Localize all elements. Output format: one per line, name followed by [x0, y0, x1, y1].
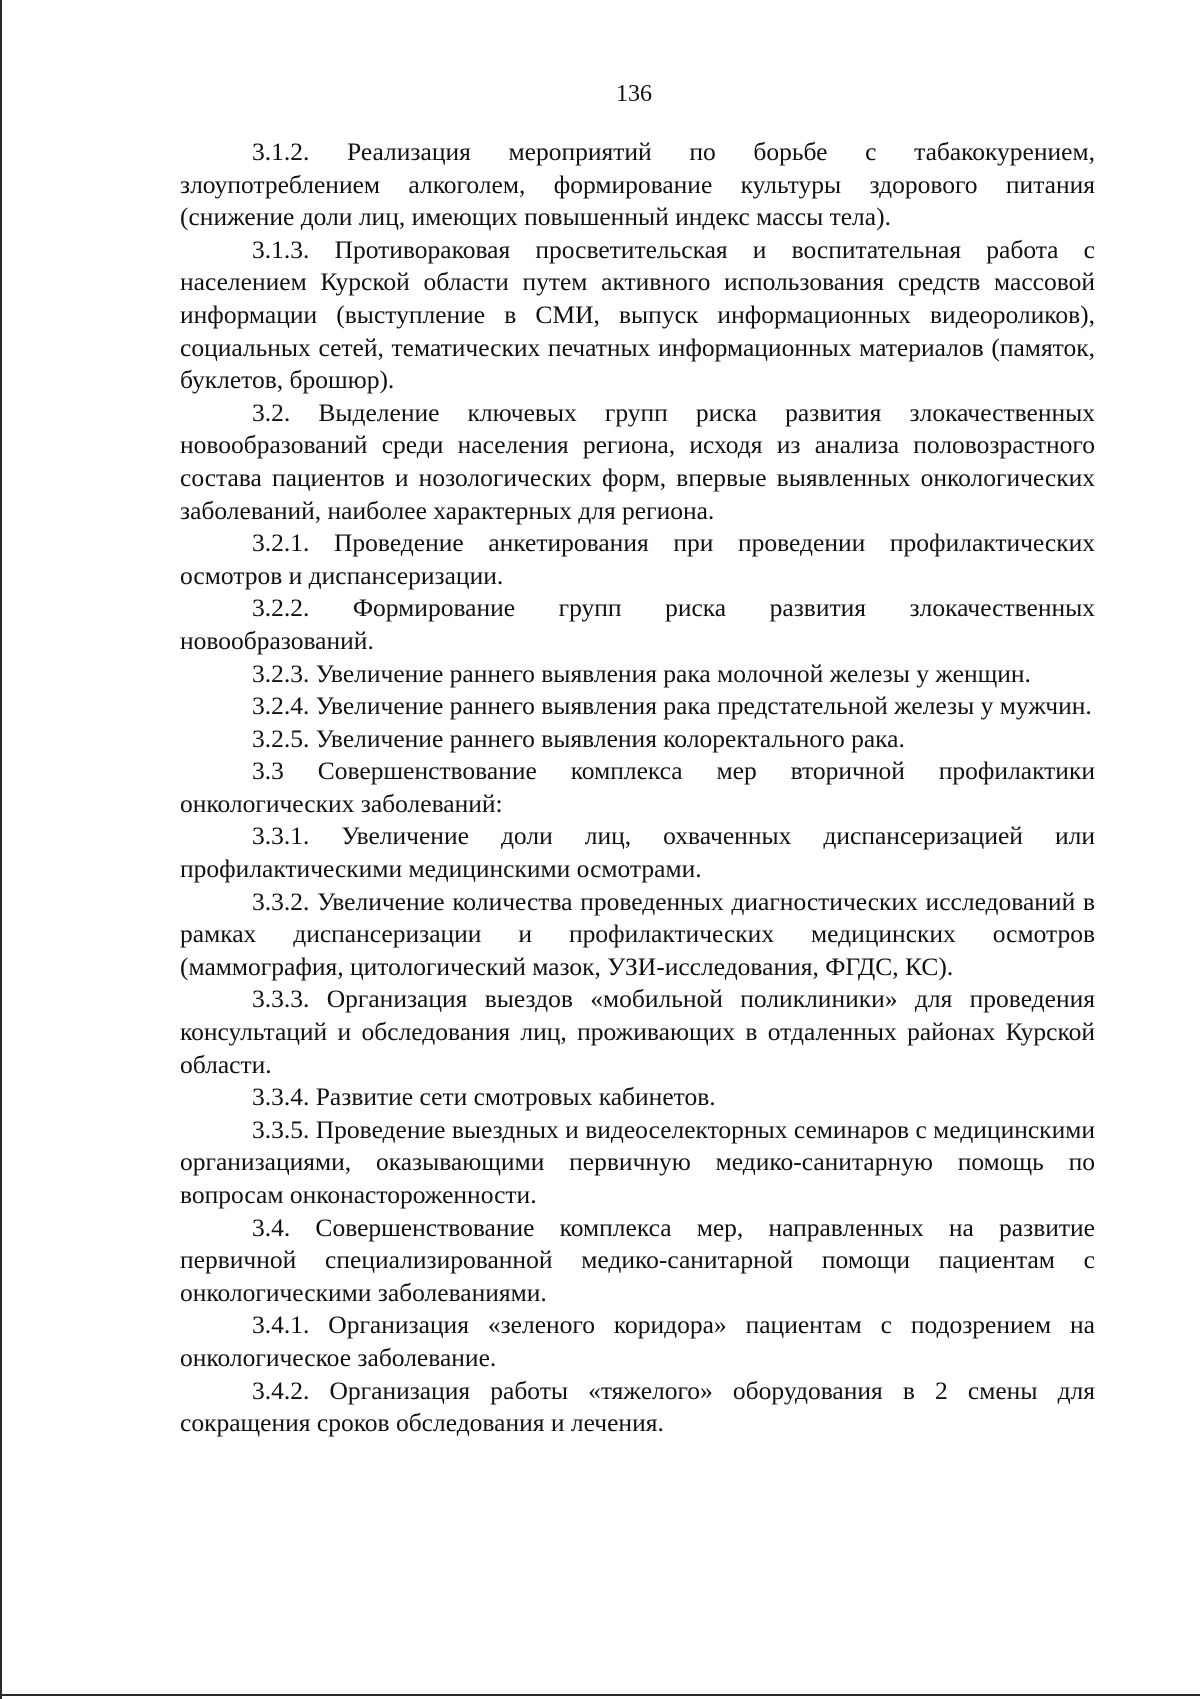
paragraph-3-2-5: 3.2.5. Увеличение раннего выявления колоректального рака.: [252, 723, 905, 753]
paragraph-3-1-3: 3.1.3. Противораковая просветительская и воспитательная работа с населением Курской области путем активного использования средств массовой информации (выступление в СМИ, выпуск информационных видеороликов), социальных сетей, тематических печатных информационных материалов (памяток, буклетов, брошюр).: [180, 234, 1095, 395]
paragraph-3-4-1: 3.4.1. Организация «зеленого коридора» пациентам с подозрением на онкологическое заболевание.: [180, 1310, 1095, 1372]
paragraph-3-2-4: 3.2.4. Увеличение раннего выявления рака предстательной железы у мужчин.: [252, 691, 1092, 721]
paragraph-3-3-1: 3.3.1. Увеличение доли лиц, охваченных диспансеризацией или профилактическими медицинскими осмотрами.: [180, 821, 1095, 884]
paragraph-3-2-2: 3.2.2. Формирование групп риска развития злокачественных новообразований.: [180, 593, 1095, 655]
paragraph-3-2-1: 3.2.1. Проведение анкетирования при проведении профилактических осмотров и диспансеризации.: [180, 528, 1095, 590]
paragraph-3-2-3: 3.2.3. Увеличение раннего выявления рака молочной железы у женщин.: [252, 658, 1031, 688]
scan-edge-left: [0, 0, 2, 1699]
paragraph-3-3-2: 3.3.2. Увеличение количества проведенных диагностических исследований в рамках диспансеризации и профилактических медицинских осмотров (маммография, цитологический мазок, УЗИ-исследования, ФГДС, КС).: [180, 886, 1095, 981]
paragraph-3-3-5: 3.3.5. Проведение выездных и видеоселекторных семинаров с медицинскими организациями, оказывающими первичную медико-санитарную помощь по вопросам онконастороженности.: [180, 1114, 1095, 1209]
scan-edge-bottom: [0, 1694, 1200, 1696]
paragraph-3-3-4: 3.3.4. Развитие сети смотровых кабинетов.: [252, 1082, 716, 1112]
paragraph-3-3: 3.3 Совершенствование комплекса мер вторичной профилактики онкологических заболеваний:: [180, 756, 1095, 818]
page-number: 136: [616, 81, 652, 107]
paragraph-3-4-2: 3.4.2. Организация работы «тяжелого» оборудования в 2 смены для сокращения сроков обследования и лечения.: [180, 1375, 1095, 1438]
paragraph-3-2: 3.2. Выделение ключевых групп риска развития злокачественных новообразований среди населения региона, исходя из анализа половозрастного состава пациентов и нозологических форм, впервые выявленных онкологических заболеваний, наиболее характерных для региона.: [180, 397, 1095, 525]
paragraph-3-4: 3.4. Совершенствование комплекса мер, направленных на развитие первичной специализированной медико-санитарной помощи пациентам с онкологическими заболеваниями.: [180, 1212, 1095, 1307]
document-body: [180, 136, 1095, 1440]
paragraph-3-3-3: 3.3.3. Организация выездов «мобильной поликлиники» для проведения консультаций и обследования лиц, проживающих в отдаленных районах Курской области.: [180, 984, 1095, 1079]
paragraph-3-1-2: 3.1.2. Реализация мероприятий по борьбе с табакокурением, злоупотреблением алкоголем, формирование культуры здорового питания (снижение доли лиц, имеющих повышенный индекс массы тела).: [180, 137, 1095, 232]
